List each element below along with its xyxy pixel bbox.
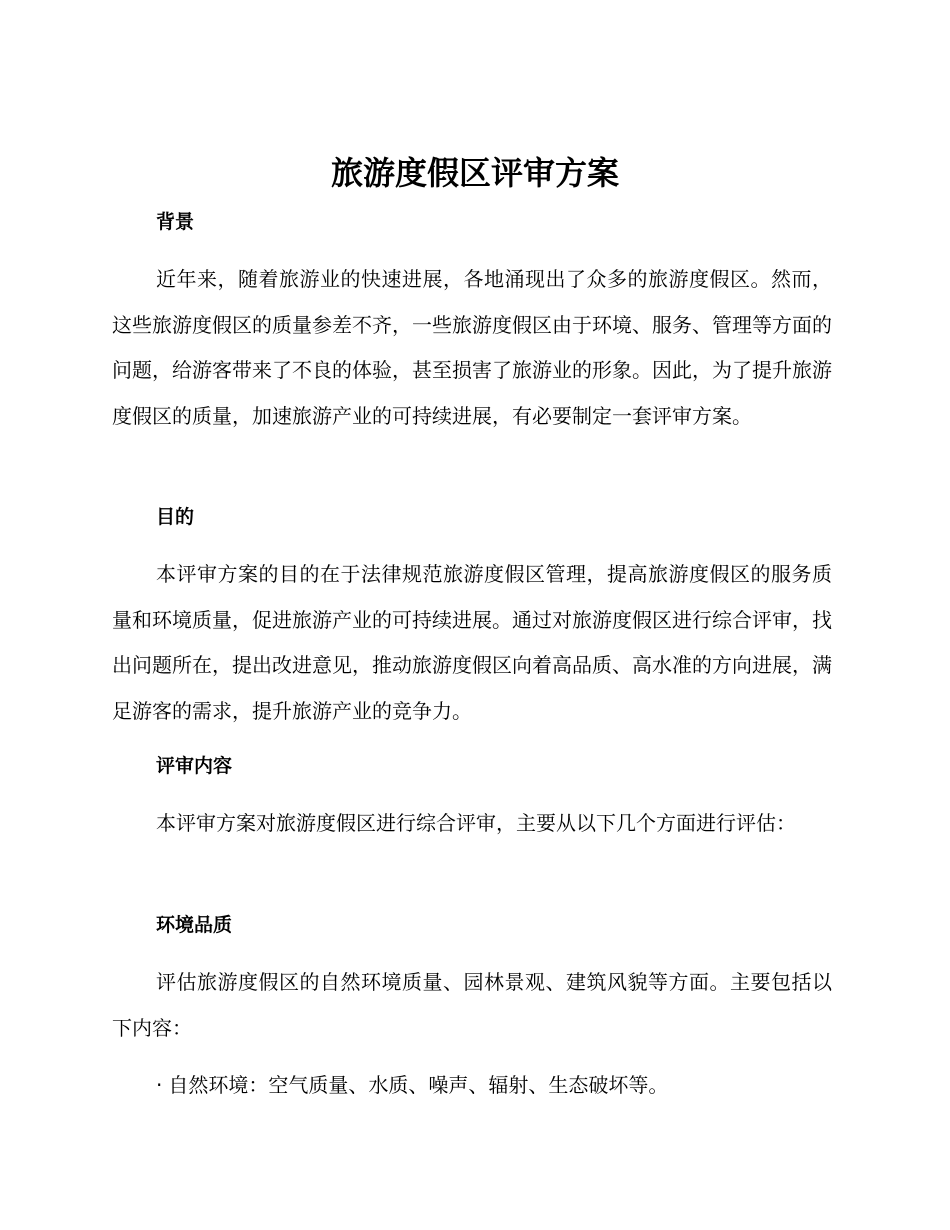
section-heading-purpose: 目的 — [156, 506, 195, 528]
section-heading-background: 背景 — [156, 211, 195, 233]
paragraph-environment: 评估旅游度假区的自然环境质量、园林景观、建筑风貌等方面。主要包括以下内容： — [112, 970, 832, 1040]
list-item-text: 自然环境：空气质量、水质、噪声、辐射、生态破坏等。 — [168, 1073, 669, 1097]
paragraph-content: 本评审方案对旅游度假区进行综合评审，主要从以下几个方面进行评估： — [156, 811, 796, 835]
section-heading-content: 评审内容 — [156, 755, 233, 777]
paragraph-purpose: 本评审方案的目的在于法律规范旅游度假区管理，提高旅游度假区的服务质量和环境质量，促进旅游产业的可持续进展。通过对旅游度假区进行综合评审，找出问题所在，提出改进意见，推动旅游度假区向着高品质、高水准的方向进展，满足游客的需求，提升旅游产业的竞争力。 — [112, 562, 832, 723]
bullet-icon: · — [156, 1073, 163, 1097]
paragraph-background: 近年来，随着旅游业的快速进展，各地涌现出了众多的旅游度假区。然而，这些旅游度假区的质量参差不齐，一些旅游度假区由于环境、服务、管理等方面的问题，给游客带来了不良的体验，甚至损害了旅游业的形象。因此，为了提升旅游度假区的质量，加速旅游产业的可持续进展，有必要制定一套评审方案。 — [112, 267, 832, 428]
document-title: 旅游度假区评审方案 — [330, 154, 619, 192]
section-heading-environment: 环境品质 — [156, 914, 233, 936]
list-item — [156, 1069, 668, 1101]
